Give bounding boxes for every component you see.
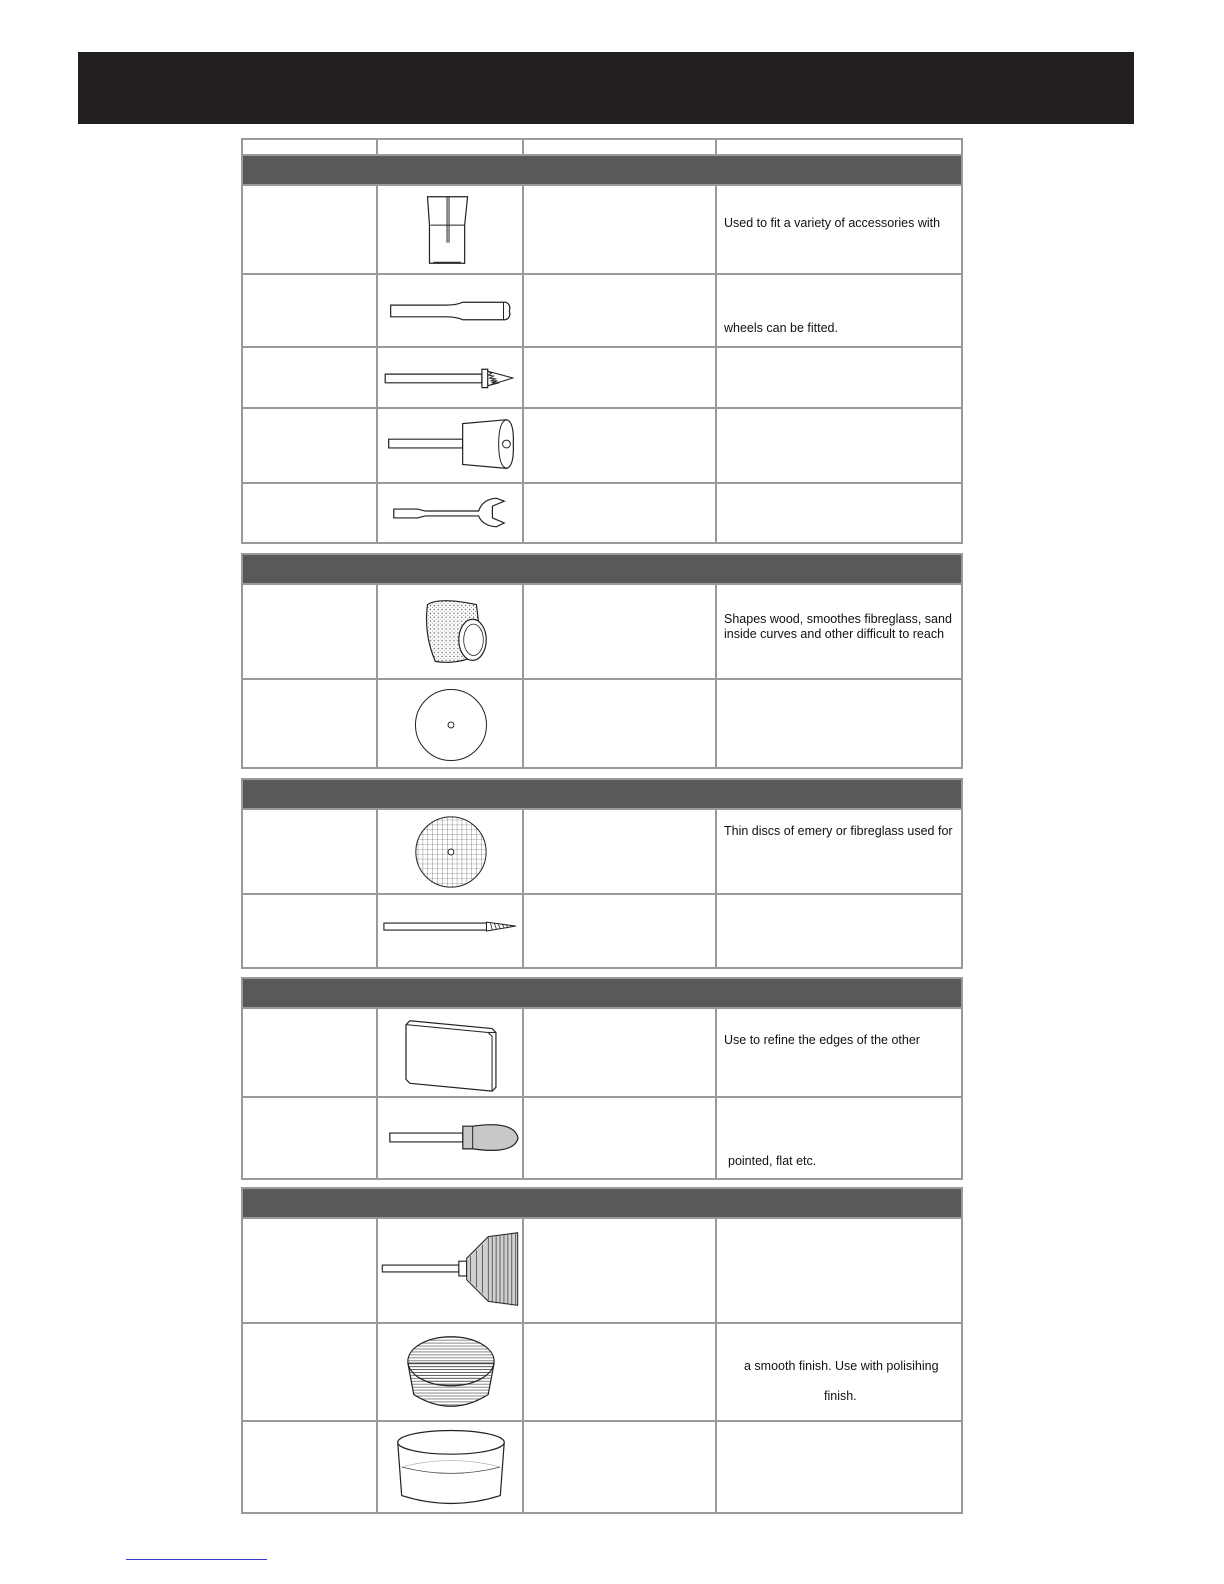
column-header-cell [717, 140, 961, 154]
image-cell [378, 810, 524, 893]
description-cell [717, 1009, 961, 1096]
description-cell [717, 275, 961, 346]
detail-cell [524, 1219, 717, 1322]
description-cell [717, 895, 961, 967]
name-cell [243, 409, 378, 482]
detail-cell [524, 585, 717, 678]
description-line: pointed, flat etc. [728, 1154, 817, 1168]
page-header-banner [78, 52, 1134, 124]
table-row [243, 895, 961, 967]
detail-cell [524, 810, 717, 893]
section-header-bar [243, 979, 961, 1009]
table-row [243, 348, 961, 409]
image-cell [378, 409, 524, 482]
detail-cell [524, 1422, 717, 1512]
description-line: Use to refine the edges of the other [724, 1033, 920, 1047]
table-row [243, 1098, 961, 1178]
name-cell [243, 348, 378, 407]
description-cell [717, 484, 961, 542]
image-cell [378, 585, 524, 678]
name-cell [243, 484, 378, 542]
wire-brush-icon [378, 1219, 522, 1322]
image-cell [378, 895, 524, 967]
name-cell [243, 1422, 378, 1512]
section-header-bar [243, 156, 961, 186]
description-cell [717, 585, 961, 678]
image-cell [378, 680, 524, 767]
screw-mandrel-icon [378, 348, 522, 407]
description-cell [717, 348, 961, 407]
description-cell [717, 1422, 961, 1512]
detail-cell [524, 1098, 717, 1178]
description-line: a smooth finish. Use with polisihing [744, 1359, 939, 1373]
collet-icon [378, 186, 522, 273]
accessory-table-5 [241, 1187, 963, 1514]
accessory-table-3 [241, 778, 963, 969]
image-cell [378, 348, 524, 407]
column-header-row [243, 140, 961, 156]
polishing-compound-icon [378, 1422, 522, 1512]
table-row [243, 275, 961, 348]
image-cell [378, 1219, 524, 1322]
name-cell [243, 1219, 378, 1322]
section-header-bar [243, 555, 961, 585]
name-cell [243, 585, 378, 678]
sanding-band-icon [378, 585, 522, 678]
description-line: Thin discs of emery or fibreglass used for [724, 824, 953, 838]
image-cell [378, 1422, 524, 1512]
description-line: Used to fit a variety of accessories with [724, 216, 941, 230]
footer-link-underline [126, 1559, 267, 1560]
table-row [243, 1324, 961, 1422]
section-header-bar [243, 1189, 961, 1219]
image-cell [378, 186, 524, 273]
name-cell [243, 895, 378, 967]
accessory-table-4 [241, 977, 963, 1180]
drum-mandrel-icon [378, 409, 522, 482]
table-row [243, 810, 961, 895]
description-cell [717, 1324, 961, 1420]
description-line: inside curves and other difficult to reach [724, 627, 945, 641]
image-cell [378, 1098, 524, 1178]
name-cell [243, 680, 378, 767]
table-row [243, 484, 961, 542]
table-row [243, 186, 961, 275]
name-cell [243, 275, 378, 346]
image-cell [378, 1324, 524, 1420]
column-header-cell [378, 140, 524, 154]
felt-wheel-icon [378, 1324, 522, 1420]
detail-cell [524, 186, 717, 273]
detail-cell [524, 275, 717, 346]
description-cell [717, 409, 961, 482]
cutting-disc-icon [378, 680, 522, 767]
detail-cell [524, 1009, 717, 1096]
table-row [243, 1219, 961, 1324]
description-cell [717, 1098, 961, 1178]
image-cell [378, 275, 524, 346]
name-cell [243, 1009, 378, 1096]
name-cell [243, 1324, 378, 1420]
dressing-stone-icon [378, 1009, 522, 1096]
wrench-icon [378, 484, 522, 542]
table-row [243, 1422, 961, 1512]
accessory-table-1 [241, 138, 963, 544]
name-cell [243, 186, 378, 273]
detail-cell [524, 1324, 717, 1420]
emery-disc-icon [378, 810, 522, 893]
accessory-table-2 [241, 553, 963, 769]
table-row [243, 585, 961, 680]
description-cell [717, 810, 961, 893]
name-cell [243, 810, 378, 893]
table-row [243, 680, 961, 767]
mandrel-icon [378, 275, 522, 346]
section-header-bar [243, 780, 961, 810]
column-header-cell [524, 140, 717, 154]
detail-cell [524, 680, 717, 767]
description-line: wheels can be fitted. [724, 321, 838, 335]
detail-cell [524, 409, 717, 482]
description-cell [717, 186, 961, 273]
name-cell [243, 1098, 378, 1178]
image-cell [378, 1009, 524, 1096]
description-line: finish. [824, 1389, 857, 1403]
table-row [243, 409, 961, 484]
image-cell [378, 484, 524, 542]
detail-cell [524, 348, 717, 407]
detail-cell [524, 895, 717, 967]
grinding-stone-icon [378, 1098, 522, 1178]
engraving-cutter-icon [378, 895, 522, 967]
detail-cell [524, 484, 717, 542]
column-header-cell [243, 140, 378, 154]
description-cell [717, 1219, 961, 1322]
description-cell [717, 680, 961, 767]
description-line: Shapes wood, smoothes fibreglass, sand [724, 612, 952, 626]
table-row [243, 1009, 961, 1098]
